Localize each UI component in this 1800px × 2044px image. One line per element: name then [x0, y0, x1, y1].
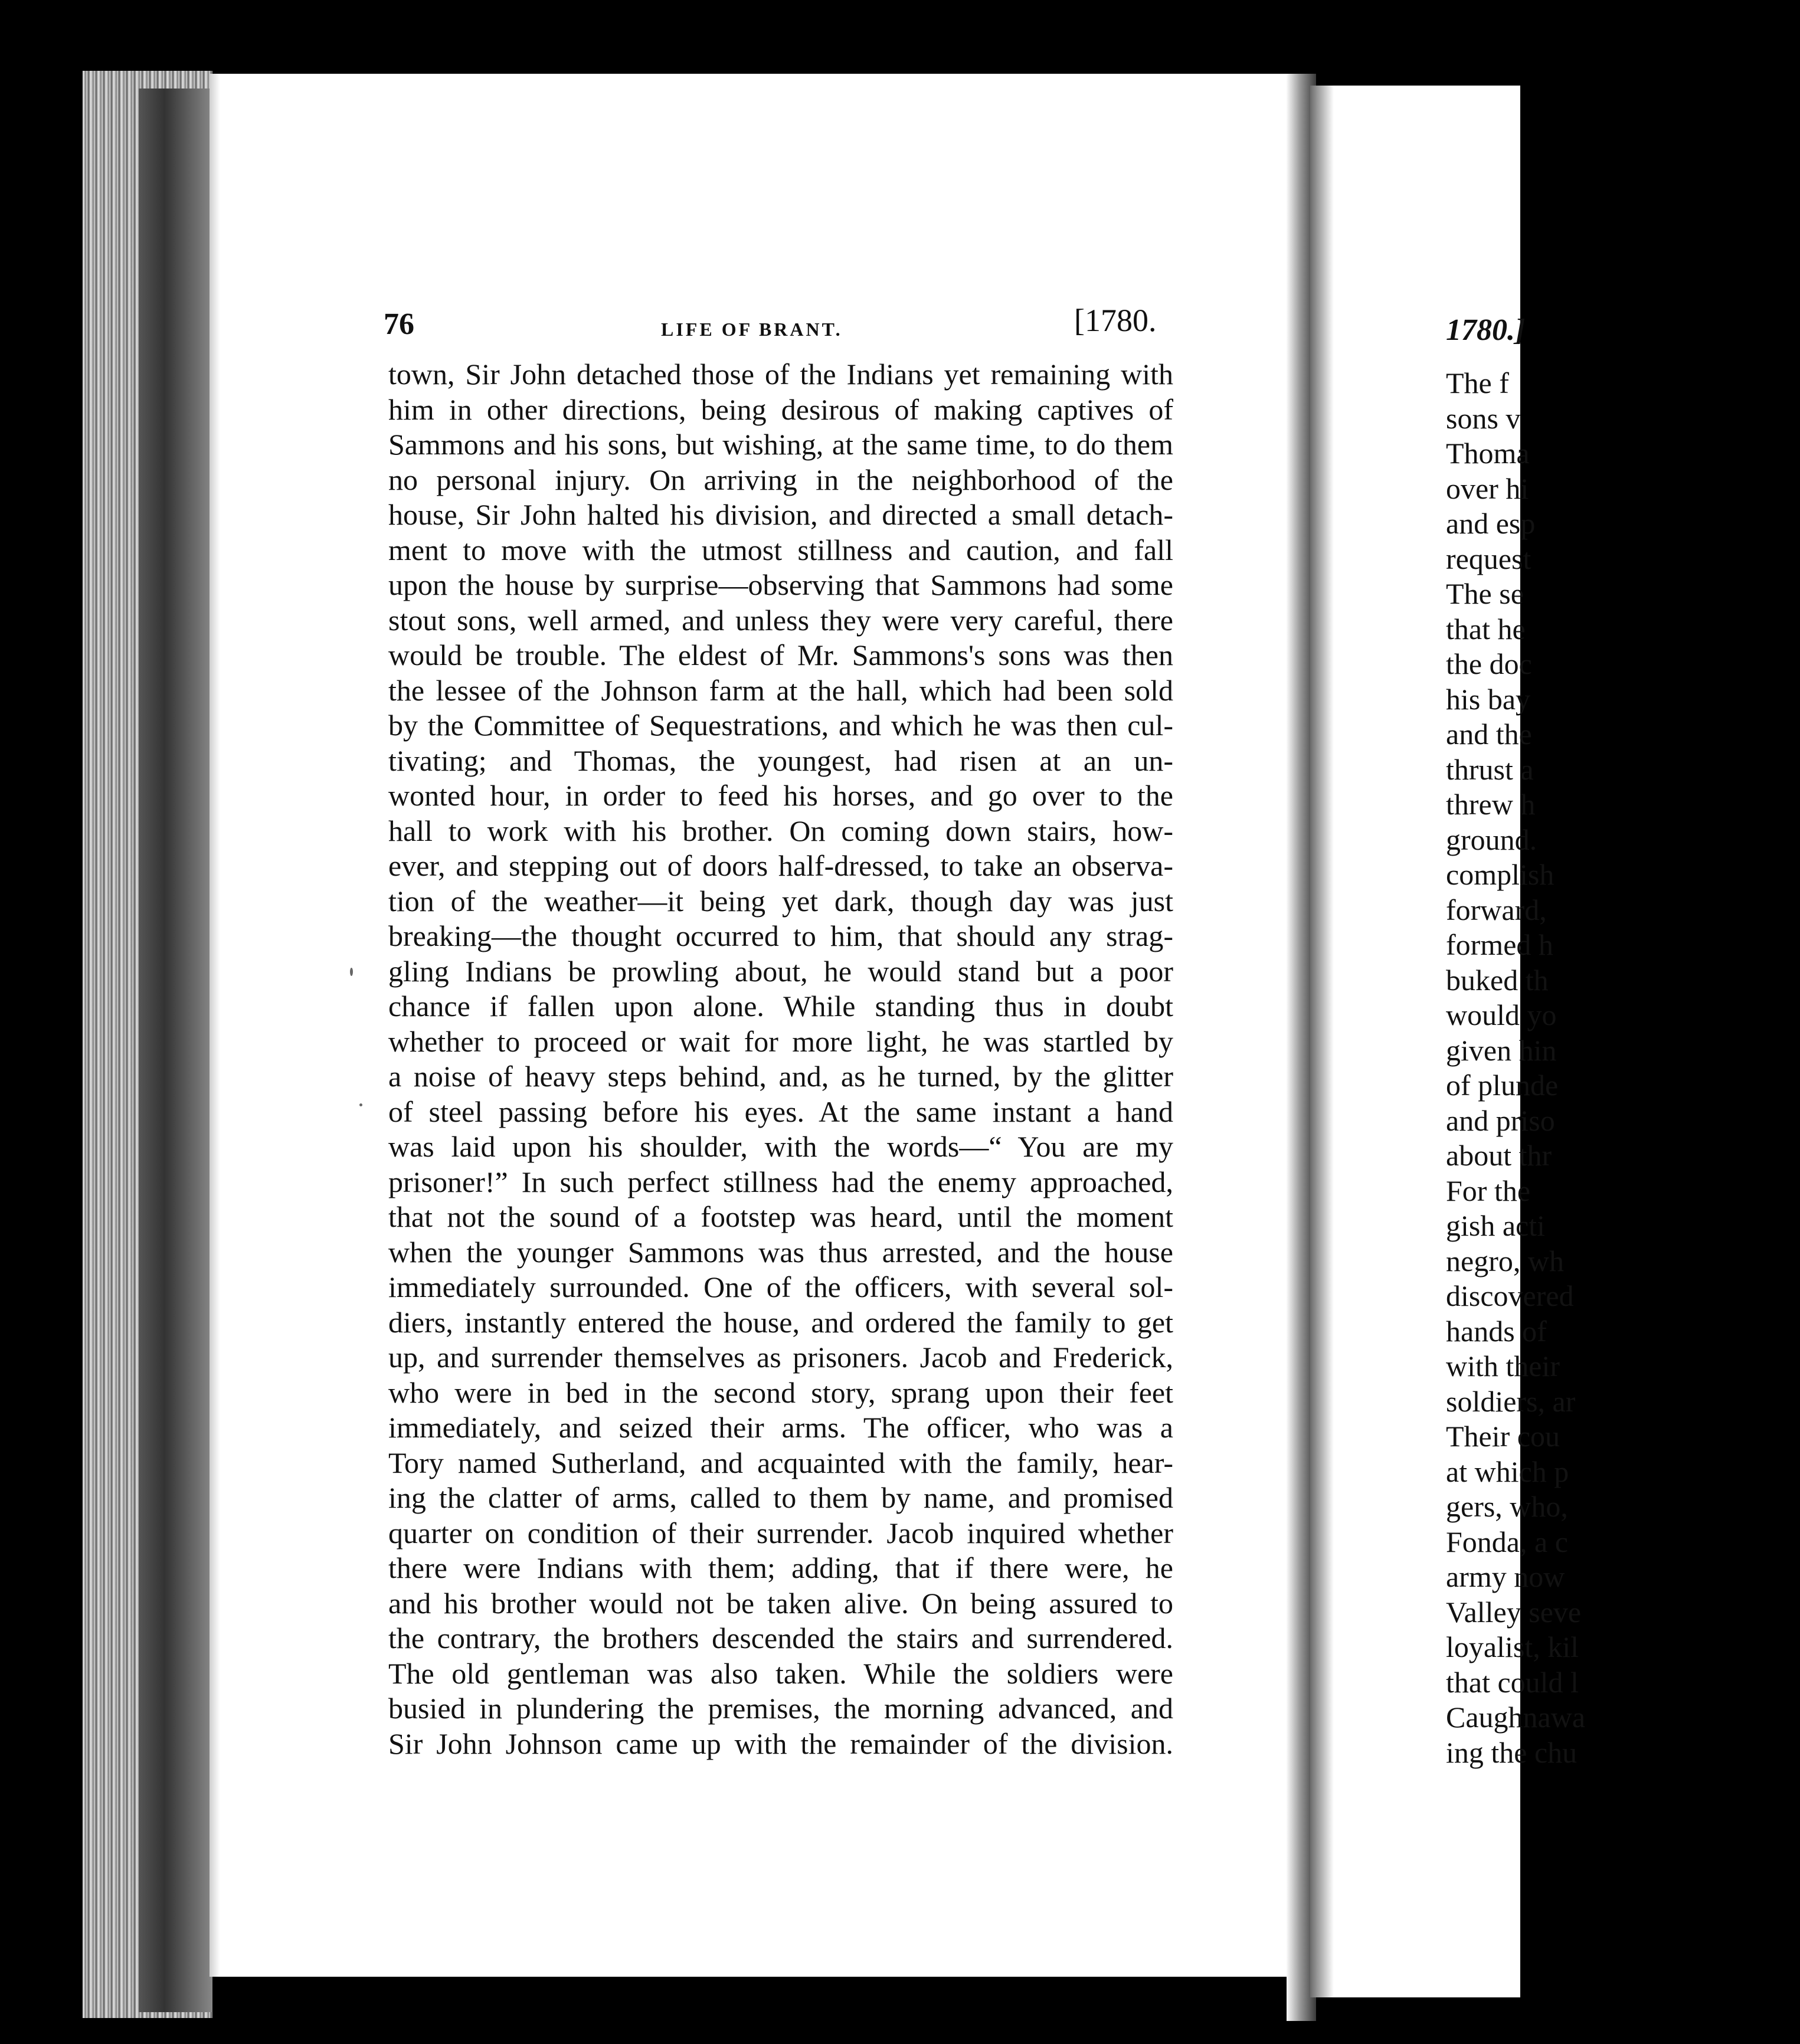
text-line: town, Sir John detached those of the Indians yet remaining with [388, 358, 1173, 391]
facing-page-line: buked th [1446, 963, 1549, 997]
text-line: stout sons, well armed, and unless they were very careful, there [388, 603, 1173, 637]
text-line: up, and surrender themselves as prisoners. Jacob and Frederick, [388, 1341, 1173, 1374]
facing-page-line: complish [1446, 858, 1554, 891]
text-line: of steel passing before his eyes. At the same instant a hand [388, 1095, 1173, 1128]
text-line: that not the sound of a footstep was heard, until the moment [388, 1200, 1173, 1233]
facing-page-line: ing the chu [1446, 1735, 1578, 1769]
facing-page-line: gers, who, [1446, 1490, 1568, 1523]
text-line: by the Committee of Sequestrations, and which he was then cul- [388, 709, 1173, 742]
text-line: hall to work with his brother. On coming down stairs, how- [388, 814, 1173, 847]
text-line: was laid upon his shoulder, with the words—“ You are my [388, 1130, 1173, 1163]
facing-page-line: the doc [1446, 647, 1532, 680]
text-line: the contrary, the brothers descended the stairs and surrendered. [388, 1622, 1173, 1655]
facing-page-line: Valley seve [1446, 1595, 1582, 1629]
text-line: immediately surrounded. One of the officers, with several sol- [388, 1270, 1173, 1303]
facing-page-line: over hi [1446, 471, 1529, 505]
facing-page-line: thrust a [1446, 752, 1534, 786]
text-line: busied in plundering the premises, the morning advanced, and [388, 1692, 1173, 1725]
facing-page-line: forward, [1446, 893, 1547, 926]
page-number: 76 [384, 307, 414, 341]
facing-page-line: Caughnawa [1446, 1701, 1586, 1734]
ink-speck [359, 1103, 362, 1106]
text-line: Tory named Sutherland, and acquainted with the family, hear- [388, 1446, 1173, 1479]
text-line: and his brother would not be taken alive. On being assured to [388, 1586, 1173, 1620]
facing-page-line: with their [1446, 1349, 1560, 1383]
facing-page-line: loyalist, kil [1446, 1630, 1579, 1663]
text-line: Sammons and his sons, but wishing, at the same time, to do them [388, 428, 1173, 461]
text-line: breaking—the thought occurred to him, that should any strag- [388, 919, 1173, 952]
facing-page-line: hands of [1446, 1314, 1547, 1348]
text-line: ment to move with the utmost stillness and caution, and fall [388, 533, 1173, 566]
facing-page-line: formed h [1446, 928, 1553, 961]
facing-page-line: The f [1446, 366, 1509, 399]
text-line: chance if fallen upon alone. While standing thus in doubt [388, 990, 1173, 1023]
facing-page-line: given hin [1446, 1033, 1557, 1067]
text-line: whether to proceed or wait for more light, he was startled by [388, 1024, 1173, 1058]
ink-speck [350, 968, 353, 976]
facing-page-line: gish acti [1446, 1209, 1546, 1242]
facing-page-line: ground. [1446, 823, 1537, 856]
facing-page-line: and esp [1446, 507, 1536, 540]
text-line: would be trouble. The eldest of Mr. Sammons's sons was then [388, 638, 1173, 671]
facing-page-line: sons v [1446, 401, 1521, 435]
facing-page-line: The se [1446, 577, 1524, 610]
text-line: prisoner!” In such perfect stillness had the enemy approached, [388, 1165, 1173, 1198]
text-line: upon the house by surprise—observing that Sammons had some [388, 568, 1173, 601]
text-line: when the younger Sammons was thus arrested, and the house [388, 1235, 1173, 1269]
facing-page-line: that he [1446, 612, 1526, 646]
text-line: him in other directions, being desirous of making captives of [388, 392, 1173, 426]
body-text [388, 357, 1173, 1761]
facing-page-line: and the [1446, 718, 1532, 751]
page-edge-shadow [139, 89, 212, 2012]
page-header [384, 303, 1157, 360]
facing-page-header: 1780.] [1446, 313, 1526, 347]
text-line: the lessee of the Johnson farm at the hall, which had been sold [388, 673, 1173, 707]
facing-page-line: army now [1446, 1560, 1565, 1593]
facing-page-line: threw h [1446, 788, 1536, 821]
text-line: gling Indians be prowling about, he would stand but a poor [388, 954, 1173, 988]
facing-page-line: soldiers, ar [1446, 1384, 1576, 1418]
text-line: house, Sir John halted his division, and directed a small detach- [388, 498, 1173, 531]
facing-page-line: Thoma [1446, 437, 1530, 470]
text-line: who were in bed in the second story, sprang upon their feet [388, 1375, 1173, 1409]
text-line: tion of the weather—it being yet dark, though day was just [388, 884, 1173, 918]
facing-page-line: Their cou [1446, 1420, 1560, 1453]
text-line: ing the clatter of arms, called to them by name, and promised [388, 1481, 1173, 1514]
text-line: a noise of heavy steps behind, and, as he turned, by the glitter [388, 1060, 1173, 1093]
text-line: immediately, and seized their arms. The officer, who was a [388, 1411, 1173, 1444]
facing-page-line: of plunde [1446, 1069, 1559, 1102]
facing-page-text [1446, 366, 1800, 1770]
text-line: quarter on condition of their surrender. Jacob inquired whether [388, 1516, 1173, 1550]
text-line: ever, and stepping out of doors half-dressed, to take an observa- [388, 849, 1173, 882]
text-line: no personal injury. On arriving in the neighborhood of the [388, 463, 1173, 496]
text-line: tivating; and Thomas, the youngest, had risen at an un- [388, 743, 1173, 777]
facing-page-line: For the [1446, 1174, 1531, 1207]
facing-page-line: request [1446, 542, 1531, 575]
text-line: The old gentleman was also taken. While the soldiers were [388, 1656, 1173, 1690]
running-head: LIFE OF BRANT. [661, 319, 843, 340]
facing-page-line: about thr [1446, 1139, 1552, 1172]
text-line: wonted hour, in order to feed his horses, and go over to the [388, 779, 1173, 812]
facing-page-line: at which p [1446, 1455, 1569, 1488]
facing-page-line: that could l [1446, 1665, 1579, 1699]
text-line: Sir John Johnson came up with the remainder of the division. [388, 1727, 1173, 1760]
running-year: [1780. [1074, 303, 1157, 338]
text-line: there were Indians with them; adding, that if there were, he [388, 1551, 1173, 1584]
facing-page-line: discovered [1446, 1279, 1574, 1312]
facing-page-line: would yo [1446, 998, 1557, 1031]
facing-page-line: Fonda, a c [1446, 1525, 1568, 1558]
facing-page-line: negro, wh [1446, 1244, 1564, 1278]
text-line: diers, instantly entered the house, and ordered the family to get [388, 1305, 1173, 1339]
facing-page [1310, 86, 1586, 1997]
facing-page-line: his bay [1446, 682, 1531, 716]
facing-page-line: and priso [1446, 1103, 1555, 1137]
